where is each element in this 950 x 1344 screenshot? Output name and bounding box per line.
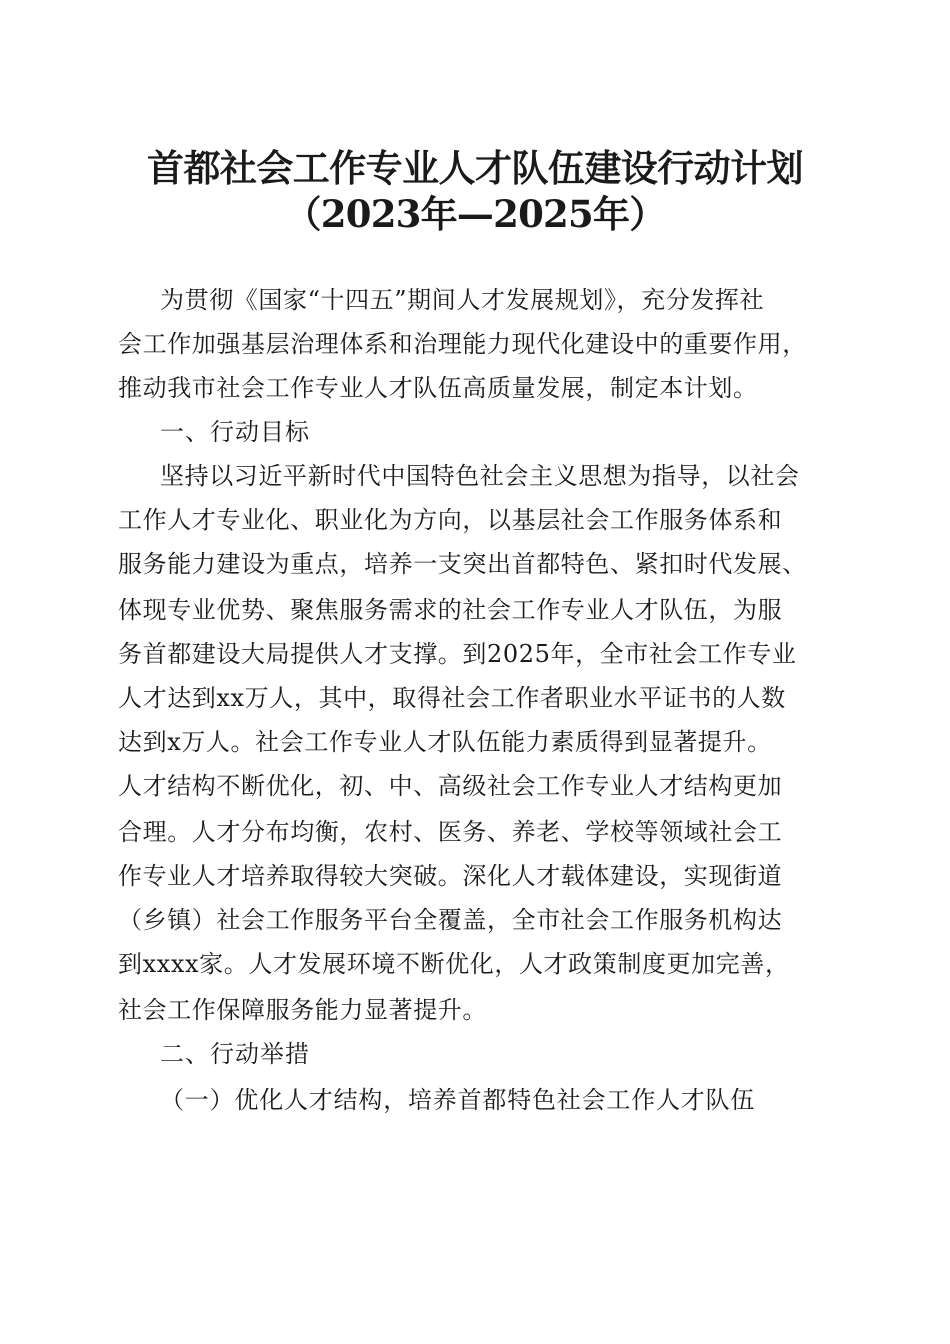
- intro-line: 为贯彻《国家“十四五”期间人才发展规划》，充分发挥社: [160, 286, 765, 314]
- body-line: 合理。人才分布均衡，农村、医务、养老、学校等领域社会工: [118, 818, 783, 846]
- document-subtitle-years: （2023年—2025年）: [284, 192, 666, 236]
- body-line: 人才结构不断优化，初、中、高级社会工作专业人才结构更加: [118, 772, 783, 800]
- body-line: 体现专业优势、聚焦服务需求的社会工作专业人才队伍，为服: [118, 596, 783, 624]
- body-line: （乡镇）社会工作服务平台全覆盖，全市社会工作服务机构达: [118, 906, 783, 934]
- body-line: 务首都建设大局提供人才支撑。到2025年，全市社会工作专业: [118, 640, 797, 668]
- section-heading-goals: 一、行动目标: [160, 418, 310, 446]
- body-line: 工作人才专业化、职业化为方向，以基层社会工作服务体系和: [118, 506, 783, 534]
- intro-line: 会工作加强基层治理体系和治理能力现代化建设中的重要作用，: [118, 330, 807, 358]
- body-line: 人才达到xx万人，其中，取得社会工作者职业水平证书的人数: [118, 684, 786, 712]
- body-line: 坚持以习近平新时代中国特色社会主义思想为指导，以社会: [160, 462, 800, 490]
- document-title: 首都社会工作专业人才队伍建设行动计划: [147, 146, 803, 190]
- body-line: 社会工作保障服务能力显著提升。: [118, 996, 487, 1024]
- body-line: 作专业人才培养取得较大突破。深化人才载体建设，实现街道: [118, 862, 783, 890]
- subsection-heading: （一）优化人才结构，培养首都特色社会工作人才队伍: [160, 1086, 756, 1114]
- intro-line: 推动我市社会工作专业人才队伍高质量发展，制定本计划。: [118, 374, 758, 402]
- body-line: 服务能力建设为重点，培养一支突出首都特色、紧扣时代发展、: [118, 550, 807, 578]
- body-line: 达到x万人。社会工作专业人才队伍能力素质得到显著提升。: [118, 728, 772, 756]
- section-heading-measures: 二、行动举措: [160, 1040, 310, 1068]
- body-line: 到xxxx家。人才发展环境不断优化，人才政策制度更加完善，: [118, 950, 790, 978]
